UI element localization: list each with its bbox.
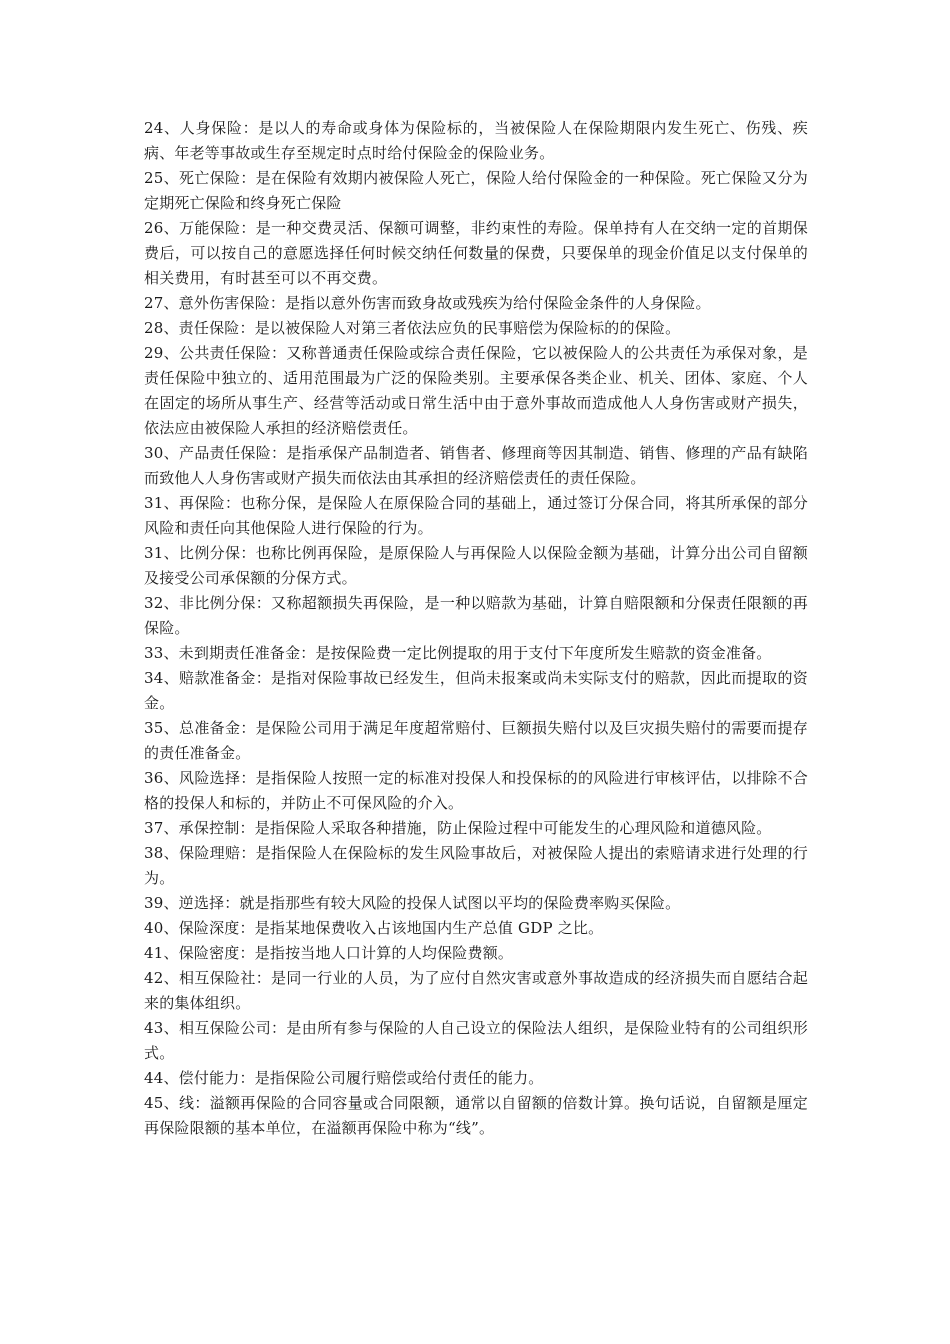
entry-41-insurance-density: 41、保险密度：是指按当地人口计算的人均保险费额。 xyxy=(144,944,514,962)
entry-24-life-insurance: 24、人身保险：是以人的寿命或身体为保险标的，当被保险人在保险期限内发生死亡、伤残、疾病、年老等事故或生存至规定时点时给付保险金的保险业务。 xyxy=(144,119,808,162)
entry-27-accident-insurance: 27、意外伤害保险：是指以意外伤害而致身故或残疾为给付保险金条件的人身保险。 xyxy=(144,294,711,312)
entry-45-line: 45、线：溢额再保险的合同容量或合同限额，通常以自留额的倍数计算。换句话说，自留额是厘定再保险限额的基本单位，在溢额再保险中称为“线”。 xyxy=(144,1094,808,1137)
entry-29-public-liability-insurance: 29、公共责任保险：又称普通责任保险或综合责任保险，它以被保险人的公共责任为承保对象，是责任保险中独立的、适用范围最为广泛的保险类别。主要承保各类企业、机关、团体、家庭、个人在固定的场所从事生产、经营等活动或日常生活中由于意外事故而造成他人人身伤害或财产损失，依法应由被保险人承担的经济赔偿责任。 xyxy=(144,344,808,437)
entry-28-liability-insurance: 28、责任保险：是以被保险人对第三者依法应负的民事赔偿为保险标的的保险。 xyxy=(144,319,681,337)
entry-40-insurance-depth: 40、保险深度：是指某地保费收入占该地国内生产总值 GDP 之比。 xyxy=(144,919,604,937)
entry-44-solvency: 44、偿付能力：是指保险公司履行赔偿或给付责任的能力。 xyxy=(144,1069,544,1087)
entry-37-underwriting-control: 37、承保控制：是指保险人采取各种措施，防止保险过程中可能发生的心理风险和道德风险。 xyxy=(144,819,772,837)
entry-34-claim-reserve: 34、赔款准备金：是指对保险事故已经发生，但尚未报案或尚未实际支付的赔款，因此而提取的资金。 xyxy=(144,669,808,712)
entry-31-reinsurance: 31、再保险：也称分保，是保险人在原保险合同的基础上，通过签订分保合同，将其所承保的部分风险和责任向其他保险人进行保险的行为。 xyxy=(144,494,808,537)
entry-30-product-liability-insurance: 30、产品责任保险：是指承保产品制造者、销售者、修理商等因其制造、销售、修理的产品有缺陷而致他人人身伤害或财产损失而依法由其承担的经济赔偿责任的责任保险。 xyxy=(144,444,808,487)
entry-43-mutual-insurance-company: 43、相互保险公司：是由所有参与保险的人自己设立的保险法人组织，是保险业特有的公司组织形式。 xyxy=(144,1019,808,1062)
entry-42-mutual-insurance-society: 42、相互保险社：是同一行业的人员，为了应付自然灾害或意外事故造成的经济损失而自愿结合起来的集体组织。 xyxy=(144,969,808,1012)
entry-36-risk-selection: 36、风险选择：是指保险人按照一定的标准对投保人和投保标的的风险进行审核评估，以排除不合格的投保人和标的，并防止不可保风险的介入。 xyxy=(144,769,808,812)
entry-26-universal-insurance: 26、万能保险：是一种交费灵活、保额可调整，非约束性的寿险。保单持有人在交纳一定的首期保费后，可以按自己的意愿选择任何时候交纳任何数量的保费，只要保单的现金价值足以支付保单的相关费用，有时甚至可以不再交费。 xyxy=(144,219,808,287)
entry-35-general-reserve: 35、总准备金：是保险公司用于满足年度超常赔付、巨额损失赔付以及巨灾损失赔付的需要而提存的责任准备金。 xyxy=(144,719,808,762)
entry-25-death-insurance: 25、死亡保险：是在保险有效期内被保险人死亡，保险人给付保险金的一种保险。死亡保险又分为定期死亡保险和终身死亡保险 xyxy=(144,169,808,212)
document-body xyxy=(144,116,808,1141)
entry-38-claim-settlement: 38、保险理赔：是指保险人在保险标的发生风险事故后，对被保险人提出的索赔请求进行处理的行为。 xyxy=(144,844,808,887)
entry-39-adverse-selection: 39、逆选择：就是指那些有较大风险的投保人试图以平均的保险费率购买保险。 xyxy=(144,894,681,912)
entry-31-proportional-reinsurance: 31、比例分保：也称比例再保险，是原保险人与再保险人以保险金额为基础，计算分出公司自留额及接受公司承保额的分保方式。 xyxy=(144,544,808,587)
entry-32-non-proportional-reinsurance: 32、非比例分保：又称超额损失再保险，是一种以赔款为基础，计算自赔限额和分保责任限额的再保险。 xyxy=(144,594,808,637)
entry-33-unearned-premium-reserve: 33、未到期责任准备金：是按保险费一定比例提取的用于支付下年度所发生赔款的资金准备。 xyxy=(144,644,772,662)
